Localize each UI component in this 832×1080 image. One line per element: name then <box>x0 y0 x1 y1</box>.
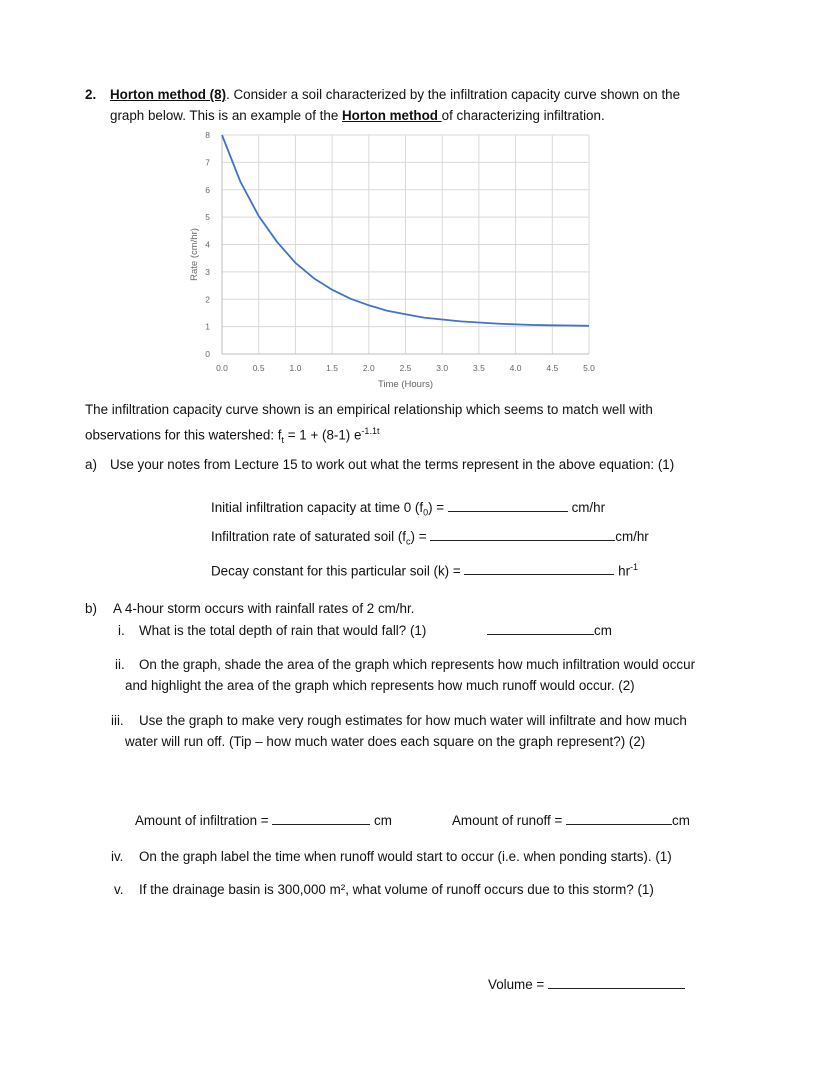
item-iv-label: iv. <box>111 849 124 864</box>
x-tick-label: 3.5 <box>472 363 485 373</box>
y-tick-label: 3 <box>205 266 210 277</box>
x-tick-label: 1.0 <box>289 363 302 373</box>
saturated-rate-unit: cm/hr <box>615 529 649 544</box>
runoff-amount-unit: cm <box>672 813 690 828</box>
initial-capacity-eq: ) = <box>428 500 448 515</box>
runoff-amount-blank[interactable] <box>566 812 672 825</box>
item-ii-line-2: and highlight the area of the graph which represents how much runoff would occur. (2) <box>125 678 635 693</box>
rain-depth-answer <box>487 622 612 640</box>
decay-constant-row <box>211 558 638 580</box>
x-tick-label: 2.0 <box>362 363 375 373</box>
part-a-text: Use your notes from Lecture 15 to work out what the terms represent in the above equation: (1) <box>110 457 675 472</box>
volume-answer-blank[interactable] <box>548 976 685 989</box>
x-tick-label: 3.0 <box>436 363 449 373</box>
saturated-rate-row <box>211 528 649 551</box>
x-tick-label: 5.0 <box>583 363 595 373</box>
equation-body: = 1 + (8-1) e <box>284 427 362 443</box>
x-tick-label: 2.5 <box>399 363 412 373</box>
question-title: Horton method (8) <box>110 87 227 102</box>
infiltration-amount-label: Amount of infiltration = <box>135 813 273 828</box>
x-tick-label: 4.5 <box>546 363 559 373</box>
equation-subscript: t <box>281 435 285 446</box>
initial-capacity-sub: 0 <box>423 507 429 518</box>
item-ii-label: ii. <box>115 657 125 672</box>
infiltration-amount-row <box>135 812 392 830</box>
item-iv-text: On the graph label the time when runoff would start to occur (i.e. when ponding starts). (1) <box>139 849 672 864</box>
infiltration-amount-blank[interactable] <box>272 812 370 825</box>
part-b-label: b) <box>85 601 97 616</box>
question-header-line-1 <box>110 86 680 104</box>
initial-capacity-row <box>211 499 605 522</box>
initial-capacity-unit: cm/hr <box>567 500 606 515</box>
decay-constant-unit-exp: -1 <box>630 562 639 572</box>
y-tick-label: 8 <box>205 130 210 140</box>
volume-row <box>488 976 685 994</box>
saturated-rate-answer-blank[interactable] <box>430 528 615 541</box>
x-tick-label: 1.5 <box>326 363 339 373</box>
x-tick-label: 4.0 <box>509 363 522 373</box>
part-a-label: a) <box>85 457 97 472</box>
paragraph-line-1: The infiltration capacity curve shown is an empirical relationship which seems to match well with <box>85 402 653 417</box>
item-i-text: What is the total depth of rain that would fall? (1) <box>139 623 427 638</box>
decay-constant-label: Decay constant for this particular soil (k) = <box>211 563 465 579</box>
intro-text-2a: graph below. This is an example of the <box>110 108 342 123</box>
question-header-line-2 <box>110 107 605 125</box>
initial-capacity-answer-blank[interactable] <box>448 499 568 512</box>
item-ii-line-1: On the graph, shade the area of the graph which represents how much infiltration would occur <box>139 657 696 672</box>
decay-constant-unit: hr <box>614 563 631 579</box>
y-tick-label: 2 <box>205 294 210 305</box>
decay-constant-answer-blank[interactable] <box>464 562 614 575</box>
y-tick-label: 7 <box>205 157 210 168</box>
infiltration-amount-unit: cm <box>370 813 392 828</box>
item-iii-line-1: Use the graph to make very rough estimates for how much water will infiltrate and how much <box>139 713 687 728</box>
rain-depth-unit: cm <box>594 623 612 638</box>
item-v-text: If the drainage basin is 300,000 m², what volume of runoff occurs due to this storm? (1) <box>139 882 654 897</box>
x-tick-label: 0.0 <box>216 363 228 373</box>
item-iii-label: iii. <box>111 713 124 728</box>
item-i-label: i. <box>118 623 125 638</box>
intro-text-1: . Consider a soil characterized by the infiltration capacity curve shown on the <box>226 87 681 102</box>
initial-capacity-label: Initial infiltration capacity at time 0 (f <box>211 500 424 515</box>
paragraph-line-2 <box>85 422 379 449</box>
equation-exponent: -1.1t <box>361 426 380 436</box>
y-tick-label: 5 <box>205 212 210 223</box>
saturated-rate-label: Infiltration rate of saturated soil (f <box>211 529 407 544</box>
item-iii-line-2: water will run off. (Tip – how much water does each square on the graph represent?) (2) <box>125 734 646 749</box>
y-tick-label: 4 <box>205 239 210 250</box>
question-number: 2. <box>85 87 97 102</box>
horton-infiltration-chart <box>170 128 610 398</box>
y-tick-label: 6 <box>205 184 210 195</box>
y-tick-label: 0 <box>205 349 210 359</box>
runoff-amount-row <box>452 812 690 830</box>
saturated-rate-sub: c <box>406 536 411 547</box>
saturated-rate-eq: ) = <box>410 529 431 544</box>
intro-text-2c: of characterizing infiltration. <box>441 108 605 123</box>
rain-depth-answer-blank[interactable] <box>487 622 594 635</box>
horton-method-emphasis: Horton method <box>342 108 442 123</box>
x-tick-label: 0.5 <box>252 363 265 373</box>
equation-prefix: observations for this watershed: f <box>85 427 282 443</box>
part-b-text: A 4-hour storm occurs with rainfall rates of 2 cm/hr. <box>113 601 415 616</box>
runoff-amount-label: Amount of runoff = <box>452 813 567 828</box>
x-axis-title: Time (Hours) <box>377 379 434 390</box>
y-axis-title: Rate (cm/hr) <box>189 228 200 281</box>
volume-label: Volume = <box>488 977 548 992</box>
item-v-label: v. <box>114 882 124 897</box>
y-tick-label: 1 <box>205 321 210 332</box>
